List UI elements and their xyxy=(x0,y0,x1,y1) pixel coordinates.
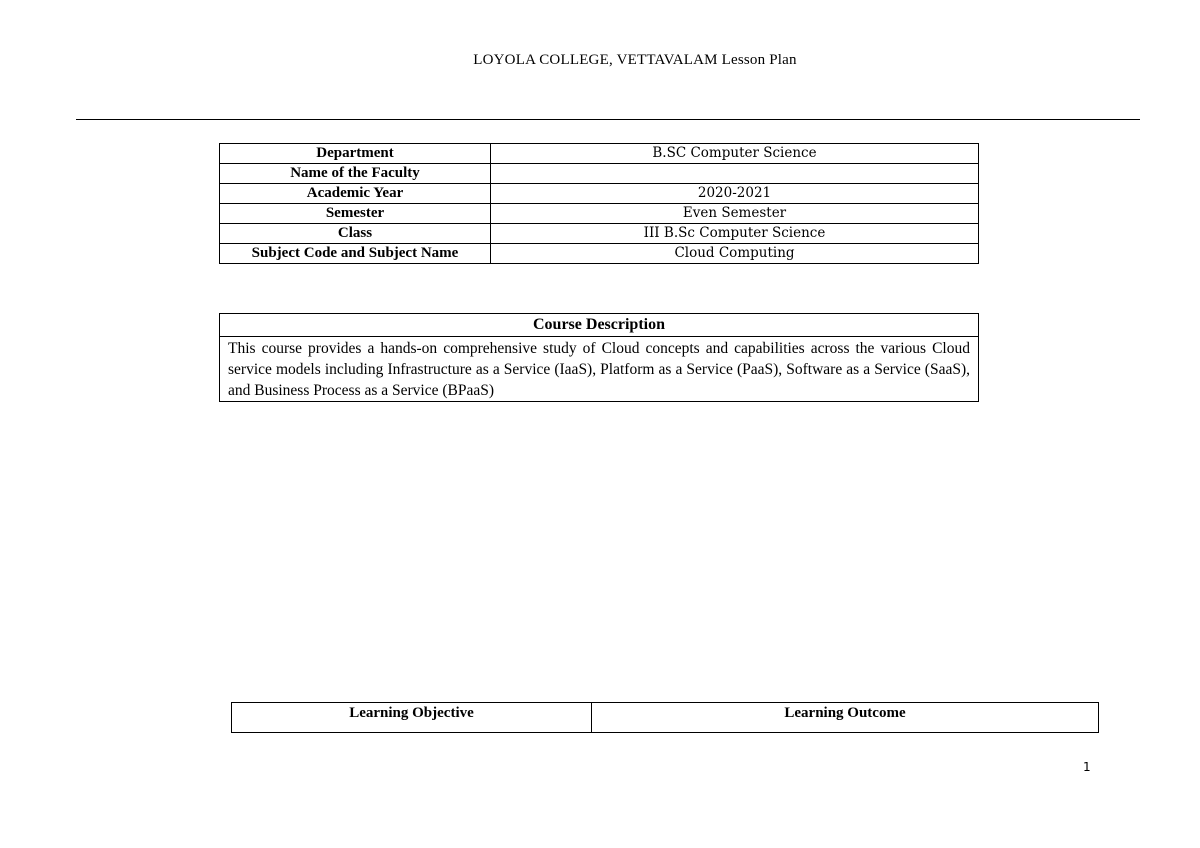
row-value-academic-year: 2020-2021 xyxy=(491,184,979,204)
row-label-subject: Subject Code and Subject Name xyxy=(220,244,491,264)
row-value-faculty xyxy=(491,164,979,184)
page-number: 1 xyxy=(1083,760,1091,774)
table-row xyxy=(220,164,979,184)
learning-objectives-table xyxy=(231,702,1099,733)
table-row xyxy=(220,314,979,337)
row-value-semester: Even Semester xyxy=(491,204,979,224)
row-label-class: Class xyxy=(220,224,491,244)
table-row xyxy=(220,184,979,204)
row-value-department: B.SC Computer Science xyxy=(491,144,979,164)
table-row xyxy=(220,244,979,264)
row-label-department: Department xyxy=(220,144,491,164)
table-row xyxy=(220,337,979,402)
row-label-faculty: Name of the Faculty xyxy=(220,164,491,184)
learning-outcome-header: Learning Outcome xyxy=(592,703,1099,733)
table-row xyxy=(220,144,979,164)
table-row xyxy=(220,224,979,244)
course-description-text: This course provides a hands-on comprehensive study of Cloud concepts and capabilities across the various Cloud service models including Infrastructure as a Service (IaaS), Platform as a Service (PaaS), Software as a Service (SaaS), and Business Process as a Service (BPaaS) xyxy=(220,337,979,402)
row-label-semester: Semester xyxy=(220,204,491,224)
table-row xyxy=(232,703,1099,733)
course-info-table xyxy=(219,143,979,264)
header-divider xyxy=(76,119,1140,120)
course-description-table xyxy=(219,313,979,402)
document-title: LOYOLA COLLEGE, VETTAVALAM Lesson Plan xyxy=(473,52,797,68)
row-value-subject: Cloud Computing xyxy=(491,244,979,264)
table-row xyxy=(220,204,979,224)
course-description-heading: Course Description xyxy=(220,314,979,337)
row-value-class: III B.Sc Computer Science xyxy=(491,224,979,244)
learning-objective-header: Learning Objective xyxy=(232,703,592,733)
row-label-academic-year: Academic Year xyxy=(220,184,491,204)
